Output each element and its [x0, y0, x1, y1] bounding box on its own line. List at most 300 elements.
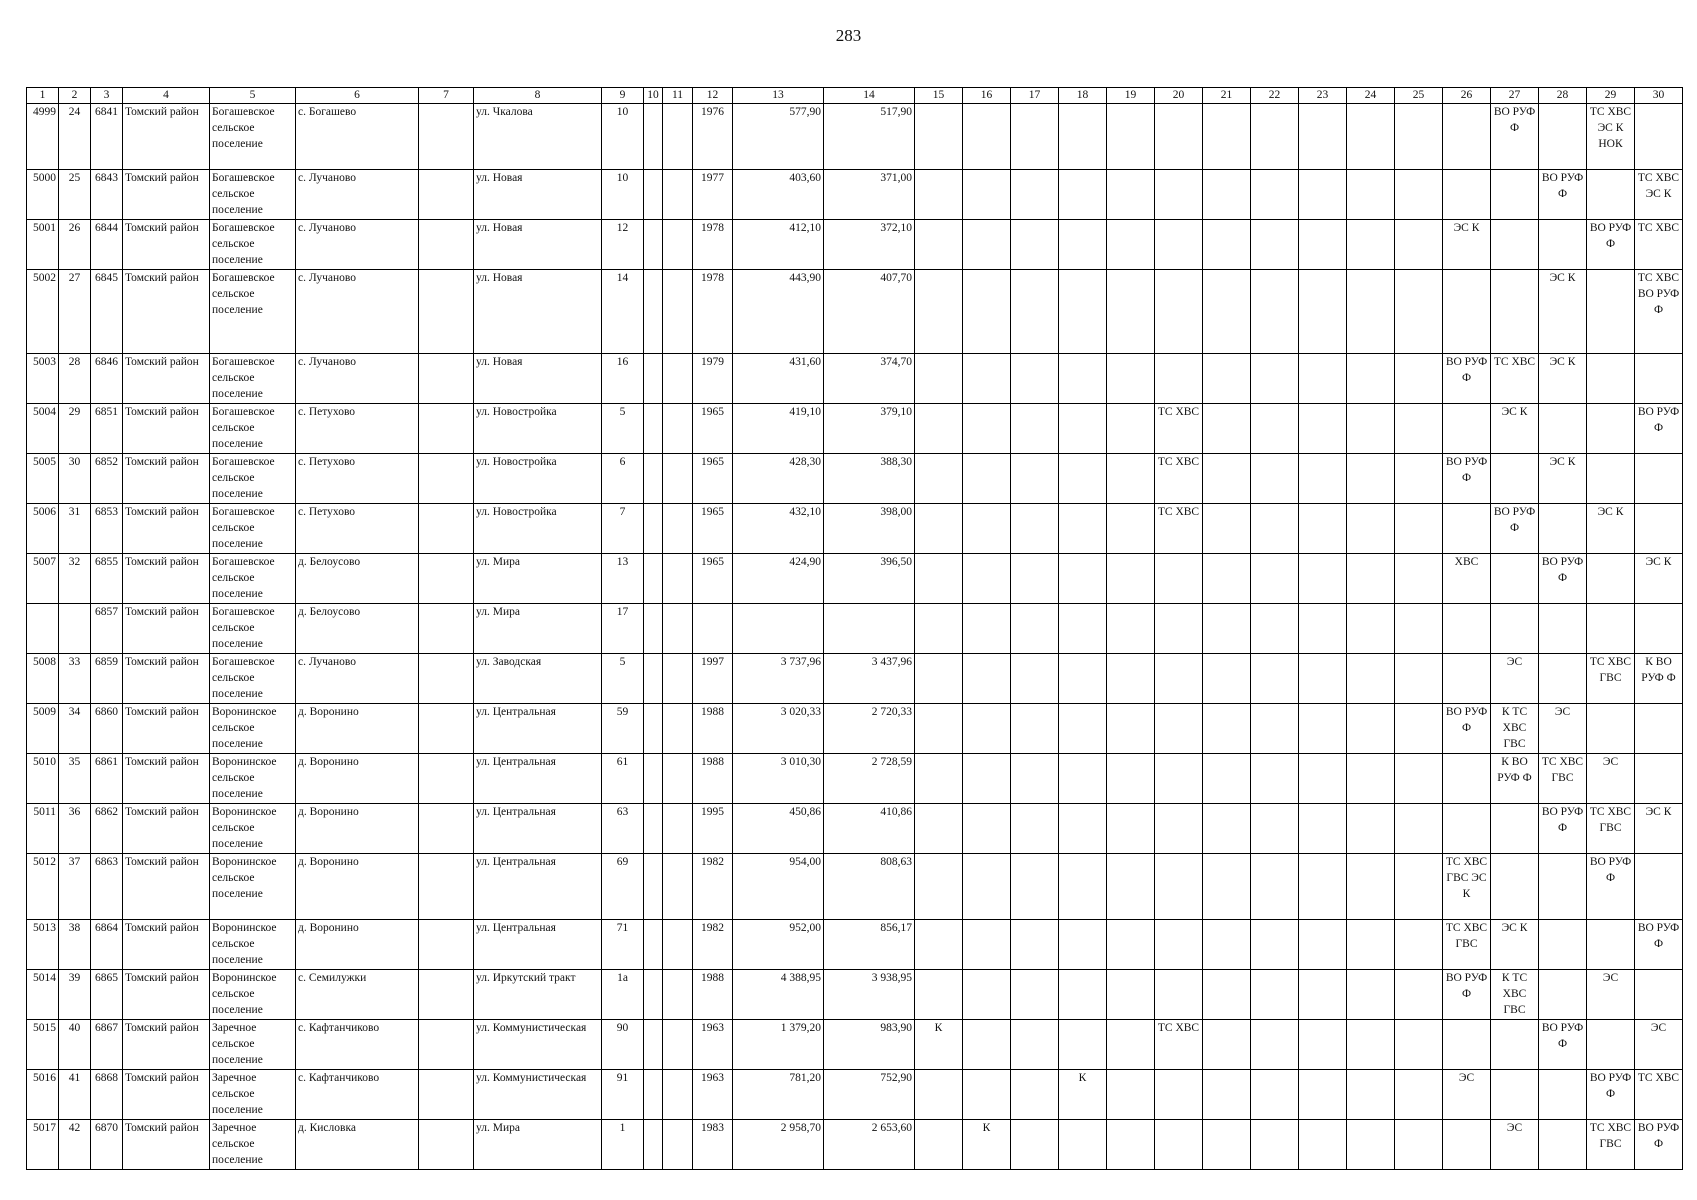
- cell-col28: ЭС К: [1539, 454, 1587, 504]
- cell-col15: [915, 604, 963, 654]
- cell-district: Томский район: [123, 220, 210, 270]
- cell-col19: [1107, 654, 1155, 704]
- cell-col18: [1059, 604, 1107, 654]
- cell-reg-number: 5001: [27, 220, 59, 270]
- cell-col7: [419, 404, 474, 454]
- cell-col26: [1443, 654, 1491, 704]
- cell-object-id: 6851: [91, 404, 123, 454]
- cell-col17: [1011, 654, 1059, 704]
- cell-col25: [1395, 804, 1443, 854]
- cell-col23: [1299, 454, 1347, 504]
- cell-col24: [1347, 554, 1395, 604]
- cell-col16: [963, 604, 1011, 654]
- cell-settlement: Богашевское сельское поселение: [210, 170, 296, 220]
- cell-col30: [1635, 704, 1683, 754]
- cell-locality: с. Богашево: [296, 104, 419, 170]
- table-row: [27, 270, 1683, 354]
- cell-object-id: 6860: [91, 704, 123, 754]
- cell-col24: [1347, 404, 1395, 454]
- cell-district: Томский район: [123, 404, 210, 454]
- cell-col22: [1251, 170, 1299, 220]
- cell-year-built: 1997: [693, 654, 733, 704]
- cell-col15: [915, 354, 963, 404]
- cell-seq-number: 25: [59, 170, 91, 220]
- cell-col24: [1347, 604, 1395, 654]
- cell-total-area: 428,30: [733, 454, 824, 504]
- table-row: [27, 554, 1683, 604]
- cell-col17: [1011, 170, 1059, 220]
- table-row: [27, 1120, 1683, 1170]
- cell-total-area: [733, 604, 824, 654]
- cell-reg-number: 5012: [27, 854, 59, 920]
- table-row: [27, 970, 1683, 1020]
- cell-col18: [1059, 754, 1107, 804]
- column-header-5: 5: [210, 88, 296, 104]
- cell-col10: [644, 354, 663, 404]
- cell-col20: [1155, 970, 1203, 1020]
- table-row: [27, 454, 1683, 504]
- cell-locality: с. Лучаново: [296, 654, 419, 704]
- cell-col20: [1155, 804, 1203, 854]
- cell-col24: [1347, 654, 1395, 704]
- column-header-23: 23: [1299, 88, 1347, 104]
- cell-year-built: 1963: [693, 1020, 733, 1070]
- cell-col16: К: [963, 1120, 1011, 1170]
- cell-col15: [915, 170, 963, 220]
- cell-col15: [915, 220, 963, 270]
- cell-total-area: 952,00: [733, 920, 824, 970]
- cell-house-number: 13: [602, 554, 644, 604]
- cell-col23: [1299, 220, 1347, 270]
- cell-house-number: 61: [602, 754, 644, 804]
- cell-settlement: Богашевское сельское поселение: [210, 404, 296, 454]
- cell-col10: [644, 604, 663, 654]
- column-header-21: 21: [1203, 88, 1251, 104]
- cell-reg-number: 5005: [27, 454, 59, 504]
- cell-total-area: 443,90: [733, 270, 824, 354]
- cell-object-id: 6853: [91, 504, 123, 554]
- cell-col24: [1347, 170, 1395, 220]
- cell-col10: [644, 654, 663, 704]
- cell-living-area: 410,86: [824, 804, 915, 854]
- cell-district: Томский район: [123, 170, 210, 220]
- cell-living-area: 388,30: [824, 454, 915, 504]
- cell-col23: [1299, 404, 1347, 454]
- cell-col17: [1011, 704, 1059, 754]
- cell-col15: [915, 554, 963, 604]
- cell-col22: [1251, 270, 1299, 354]
- cell-col10: [644, 454, 663, 504]
- cell-col19: [1107, 404, 1155, 454]
- cell-district: Томский район: [123, 920, 210, 970]
- cell-settlement: Богашевское сельское поселение: [210, 454, 296, 504]
- cell-street: ул. Центральная: [474, 854, 602, 920]
- cell-living-area: 407,70: [824, 270, 915, 354]
- cell-col21: [1203, 1120, 1251, 1170]
- cell-col20: [1155, 554, 1203, 604]
- cell-col22: [1251, 970, 1299, 1020]
- cell-object-id: 6868: [91, 1070, 123, 1120]
- cell-col10: [644, 704, 663, 754]
- cell-col16: [963, 354, 1011, 404]
- cell-col7: [419, 454, 474, 504]
- cell-col17: [1011, 554, 1059, 604]
- cell-street: ул. Новостройка: [474, 404, 602, 454]
- cell-object-id: 6864: [91, 920, 123, 970]
- cell-col30: ВО РУФ Ф: [1635, 920, 1683, 970]
- cell-district: Томский район: [123, 704, 210, 754]
- cell-house-number: 12: [602, 220, 644, 270]
- cell-district: Томский район: [123, 754, 210, 804]
- cell-reg-number: 5013: [27, 920, 59, 970]
- cell-col26: ЭС К: [1443, 220, 1491, 270]
- cell-street: ул. Коммунистическая: [474, 1070, 602, 1120]
- cell-locality: д. Воронино: [296, 854, 419, 920]
- cell-col28: [1539, 220, 1587, 270]
- cell-house-number: 1: [602, 1120, 644, 1170]
- cell-col17: [1011, 220, 1059, 270]
- cell-col21: [1203, 754, 1251, 804]
- cell-col20: [1155, 220, 1203, 270]
- cell-col17: [1011, 104, 1059, 170]
- cell-col20: [1155, 354, 1203, 404]
- cell-col10: [644, 404, 663, 454]
- cell-house-number: 91: [602, 1070, 644, 1120]
- cell-seq-number: 36: [59, 804, 91, 854]
- cell-col11: [663, 104, 693, 170]
- cell-col10: [644, 270, 663, 354]
- cell-col23: [1299, 654, 1347, 704]
- cell-settlement: Заречное сельское поселение: [210, 1020, 296, 1070]
- cell-col29: [1587, 354, 1635, 404]
- column-header-8: 8: [474, 88, 602, 104]
- cell-col25: [1395, 404, 1443, 454]
- cell-col16: [963, 220, 1011, 270]
- cell-seq-number: 31: [59, 504, 91, 554]
- cell-object-id: 6845: [91, 270, 123, 354]
- cell-total-area: 412,10: [733, 220, 824, 270]
- cell-col15: [915, 854, 963, 920]
- cell-col17: [1011, 1020, 1059, 1070]
- cell-street: ул. Заводская: [474, 654, 602, 704]
- cell-col16: [963, 170, 1011, 220]
- cell-col7: [419, 270, 474, 354]
- cell-seq-number: 41: [59, 1070, 91, 1120]
- cell-col7: [419, 754, 474, 804]
- cell-col18: [1059, 920, 1107, 970]
- cell-col30: ТС ХВС: [1635, 220, 1683, 270]
- cell-district: Томский район: [123, 554, 210, 604]
- cell-col24: [1347, 1070, 1395, 1120]
- cell-col25: [1395, 654, 1443, 704]
- cell-district: Томский район: [123, 504, 210, 554]
- cell-year-built: 1988: [693, 754, 733, 804]
- cell-col21: [1203, 1020, 1251, 1070]
- cell-object-id: 6844: [91, 220, 123, 270]
- cell-living-area: 517,90: [824, 104, 915, 170]
- cell-col24: [1347, 270, 1395, 354]
- cell-col27: К ТС ХВС ГВС: [1491, 704, 1539, 754]
- cell-living-area: 372,10: [824, 220, 915, 270]
- cell-col7: [419, 704, 474, 754]
- column-header-29: 29: [1587, 88, 1635, 104]
- cell-col26: [1443, 804, 1491, 854]
- column-header-3: 3: [91, 88, 123, 104]
- cell-col15: [915, 754, 963, 804]
- cell-year-built: 1963: [693, 1070, 733, 1120]
- cell-col16: [963, 554, 1011, 604]
- cell-total-area: 781,20: [733, 1070, 824, 1120]
- cell-col27: К ВО РУФ Ф: [1491, 754, 1539, 804]
- cell-locality: с. Кафтанчиково: [296, 1070, 419, 1120]
- cell-col28: ВО РУФ Ф: [1539, 1020, 1587, 1070]
- cell-object-id: 6863: [91, 854, 123, 920]
- cell-col19: [1107, 604, 1155, 654]
- cell-col18: [1059, 220, 1107, 270]
- cell-col16: [963, 270, 1011, 354]
- cell-col19: [1107, 920, 1155, 970]
- cell-col26: ТС ХВС ГВС: [1443, 920, 1491, 970]
- cell-settlement: Богашевское сельское поселение: [210, 554, 296, 604]
- cell-col30: ЭС К: [1635, 554, 1683, 604]
- cell-col17: [1011, 754, 1059, 804]
- cell-col20: [1155, 104, 1203, 170]
- cell-col20: [1155, 704, 1203, 754]
- cell-street: ул. Центральная: [474, 920, 602, 970]
- cell-col18: [1059, 504, 1107, 554]
- cell-col26: [1443, 104, 1491, 170]
- cell-col10: [644, 104, 663, 170]
- cell-col19: [1107, 1020, 1155, 1070]
- cell-col15: [915, 920, 963, 970]
- cell-col21: [1203, 920, 1251, 970]
- cell-col21: [1203, 170, 1251, 220]
- cell-house-number: 1а: [602, 970, 644, 1020]
- table-row: [27, 1020, 1683, 1070]
- cell-col18: К: [1059, 1070, 1107, 1120]
- cell-total-area: 3 020,33: [733, 704, 824, 754]
- cell-col17: [1011, 854, 1059, 920]
- cell-col10: [644, 920, 663, 970]
- cell-col21: [1203, 804, 1251, 854]
- cell-col30: ВО РУФ Ф: [1635, 1120, 1683, 1170]
- cell-col24: [1347, 104, 1395, 170]
- cell-col26: [1443, 504, 1491, 554]
- cell-year-built: 1995: [693, 804, 733, 854]
- cell-col10: [644, 220, 663, 270]
- cell-col16: [963, 654, 1011, 704]
- cell-col29: [1587, 920, 1635, 970]
- cell-col29: ТС ХВС ГВС: [1587, 654, 1635, 704]
- cell-reg-number: 5000: [27, 170, 59, 220]
- cell-col11: [663, 170, 693, 220]
- cell-col16: [963, 404, 1011, 454]
- cell-col11: [663, 920, 693, 970]
- cell-locality: д. Кисловка: [296, 1120, 419, 1170]
- cell-col21: [1203, 1070, 1251, 1120]
- cell-col17: [1011, 270, 1059, 354]
- table-row: [27, 404, 1683, 454]
- cell-street: ул. Новая: [474, 220, 602, 270]
- cell-district: Томский район: [123, 454, 210, 504]
- cell-col20: ТС ХВС: [1155, 1020, 1203, 1070]
- cell-col28: ТС ХВС ГВС: [1539, 754, 1587, 804]
- cell-year-built: 1988: [693, 970, 733, 1020]
- cell-seq-number: 24: [59, 104, 91, 170]
- page-number: 283: [835, 26, 862, 45]
- cell-living-area: 3 938,95: [824, 970, 915, 1020]
- cell-seq-number: 37: [59, 854, 91, 920]
- cell-settlement: Богашевское сельское поселение: [210, 654, 296, 704]
- cell-locality: д. Белоусово: [296, 554, 419, 604]
- cell-col23: [1299, 270, 1347, 354]
- cell-settlement: Заречное сельское поселение: [210, 1120, 296, 1170]
- cell-locality: д. Воронино: [296, 754, 419, 804]
- cell-col22: [1251, 504, 1299, 554]
- cell-col30: [1635, 454, 1683, 504]
- cell-col21: [1203, 970, 1251, 1020]
- cell-col20: ТС ХВС: [1155, 504, 1203, 554]
- cell-reg-number: 5014: [27, 970, 59, 1020]
- cell-col20: [1155, 920, 1203, 970]
- cell-col23: [1299, 604, 1347, 654]
- cell-col18: [1059, 854, 1107, 920]
- column-header-19: 19: [1107, 88, 1155, 104]
- cell-reg-number: 5003: [27, 354, 59, 404]
- cell-house-number: 90: [602, 1020, 644, 1070]
- table-row: [27, 104, 1683, 170]
- cell-col7: [419, 554, 474, 604]
- cell-object-id: 6862: [91, 804, 123, 854]
- cell-col25: [1395, 970, 1443, 1020]
- cell-house-number: 5: [602, 654, 644, 704]
- column-header-11: 11: [663, 88, 693, 104]
- cell-total-area: 577,90: [733, 104, 824, 170]
- cell-col27: ЭС К: [1491, 920, 1539, 970]
- cell-col20: [1155, 170, 1203, 220]
- cell-col26: ВО РУФ Ф: [1443, 454, 1491, 504]
- cell-object-id: 6867: [91, 1020, 123, 1070]
- cell-year-built: 1982: [693, 920, 733, 970]
- cell-object-id: 6843: [91, 170, 123, 220]
- column-header-13: 13: [733, 88, 824, 104]
- cell-col11: [663, 270, 693, 354]
- cell-col27: [1491, 170, 1539, 220]
- cell-col11: [663, 970, 693, 1020]
- cell-col27: ТС ХВС: [1491, 354, 1539, 404]
- cell-settlement: Воронинское сельское поселение: [210, 920, 296, 970]
- cell-col26: [1443, 604, 1491, 654]
- cell-col26: [1443, 754, 1491, 804]
- cell-seq-number: 29: [59, 404, 91, 454]
- cell-col19: [1107, 1120, 1155, 1170]
- cell-col21: [1203, 404, 1251, 454]
- cell-locality: д. Воронино: [296, 920, 419, 970]
- cell-col24: [1347, 454, 1395, 504]
- cell-col20: ТС ХВС: [1155, 454, 1203, 504]
- cell-col23: [1299, 554, 1347, 604]
- cell-col7: [419, 654, 474, 704]
- cell-col7: [419, 504, 474, 554]
- cell-col28: ЭС К: [1539, 354, 1587, 404]
- cell-col30: [1635, 970, 1683, 1020]
- cell-col7: [419, 920, 474, 970]
- cell-col30: ТС ХВС ВО РУФ Ф: [1635, 270, 1683, 354]
- cell-col21: [1203, 854, 1251, 920]
- cell-col25: [1395, 454, 1443, 504]
- cell-district: Томский район: [123, 854, 210, 920]
- cell-seq-number: 27: [59, 270, 91, 354]
- cell-street: ул. Центральная: [474, 704, 602, 754]
- cell-district: Томский район: [123, 354, 210, 404]
- cell-year-built: 1983: [693, 1120, 733, 1170]
- cell-col21: [1203, 704, 1251, 754]
- cell-locality: с. Петухово: [296, 454, 419, 504]
- cell-col28: [1539, 920, 1587, 970]
- cell-col29: [1587, 404, 1635, 454]
- cell-year-built: [693, 604, 733, 654]
- cell-house-number: 7: [602, 504, 644, 554]
- cell-col23: [1299, 1020, 1347, 1070]
- cell-col11: [663, 554, 693, 604]
- cell-col18: [1059, 704, 1107, 754]
- cell-col25: [1395, 704, 1443, 754]
- cell-col27: [1491, 454, 1539, 504]
- table-row: [27, 854, 1683, 920]
- cell-col16: [963, 704, 1011, 754]
- cell-settlement: Богашевское сельское поселение: [210, 504, 296, 554]
- cell-col21: [1203, 554, 1251, 604]
- cell-street: ул. Мира: [474, 1120, 602, 1170]
- cell-col28: [1539, 604, 1587, 654]
- cell-col28: ВО РУФ Ф: [1539, 554, 1587, 604]
- cell-col23: [1299, 970, 1347, 1020]
- cell-col11: [663, 220, 693, 270]
- cell-col11: [663, 454, 693, 504]
- cell-col24: [1347, 754, 1395, 804]
- cell-living-area: 396,50: [824, 554, 915, 604]
- cell-year-built: 1979: [693, 354, 733, 404]
- cell-col16: [963, 504, 1011, 554]
- cell-living-area: 752,90: [824, 1070, 915, 1120]
- cell-col19: [1107, 104, 1155, 170]
- cell-reg-number: 5008: [27, 654, 59, 704]
- cell-col19: [1107, 804, 1155, 854]
- cell-living-area: 2 720,33: [824, 704, 915, 754]
- cell-col28: [1539, 404, 1587, 454]
- column-header-25: 25: [1395, 88, 1443, 104]
- cell-col16: [963, 104, 1011, 170]
- cell-year-built: 1988: [693, 704, 733, 754]
- cell-object-id: 6855: [91, 554, 123, 604]
- cell-house-number: 63: [602, 804, 644, 854]
- cell-col21: [1203, 604, 1251, 654]
- cell-col11: [663, 404, 693, 454]
- cell-col26: [1443, 170, 1491, 220]
- cell-street: ул. Чкалова: [474, 104, 602, 170]
- cell-district: Томский район: [123, 270, 210, 354]
- cell-col16: [963, 970, 1011, 1020]
- cell-col27: ВО РУФ Ф: [1491, 104, 1539, 170]
- cell-col17: [1011, 970, 1059, 1020]
- cell-object-id: 6852: [91, 454, 123, 504]
- cell-col24: [1347, 854, 1395, 920]
- cell-col24: [1347, 220, 1395, 270]
- cell-col15: [915, 654, 963, 704]
- cell-col22: [1251, 220, 1299, 270]
- cell-col30: [1635, 854, 1683, 920]
- column-header-17: 17: [1011, 88, 1059, 104]
